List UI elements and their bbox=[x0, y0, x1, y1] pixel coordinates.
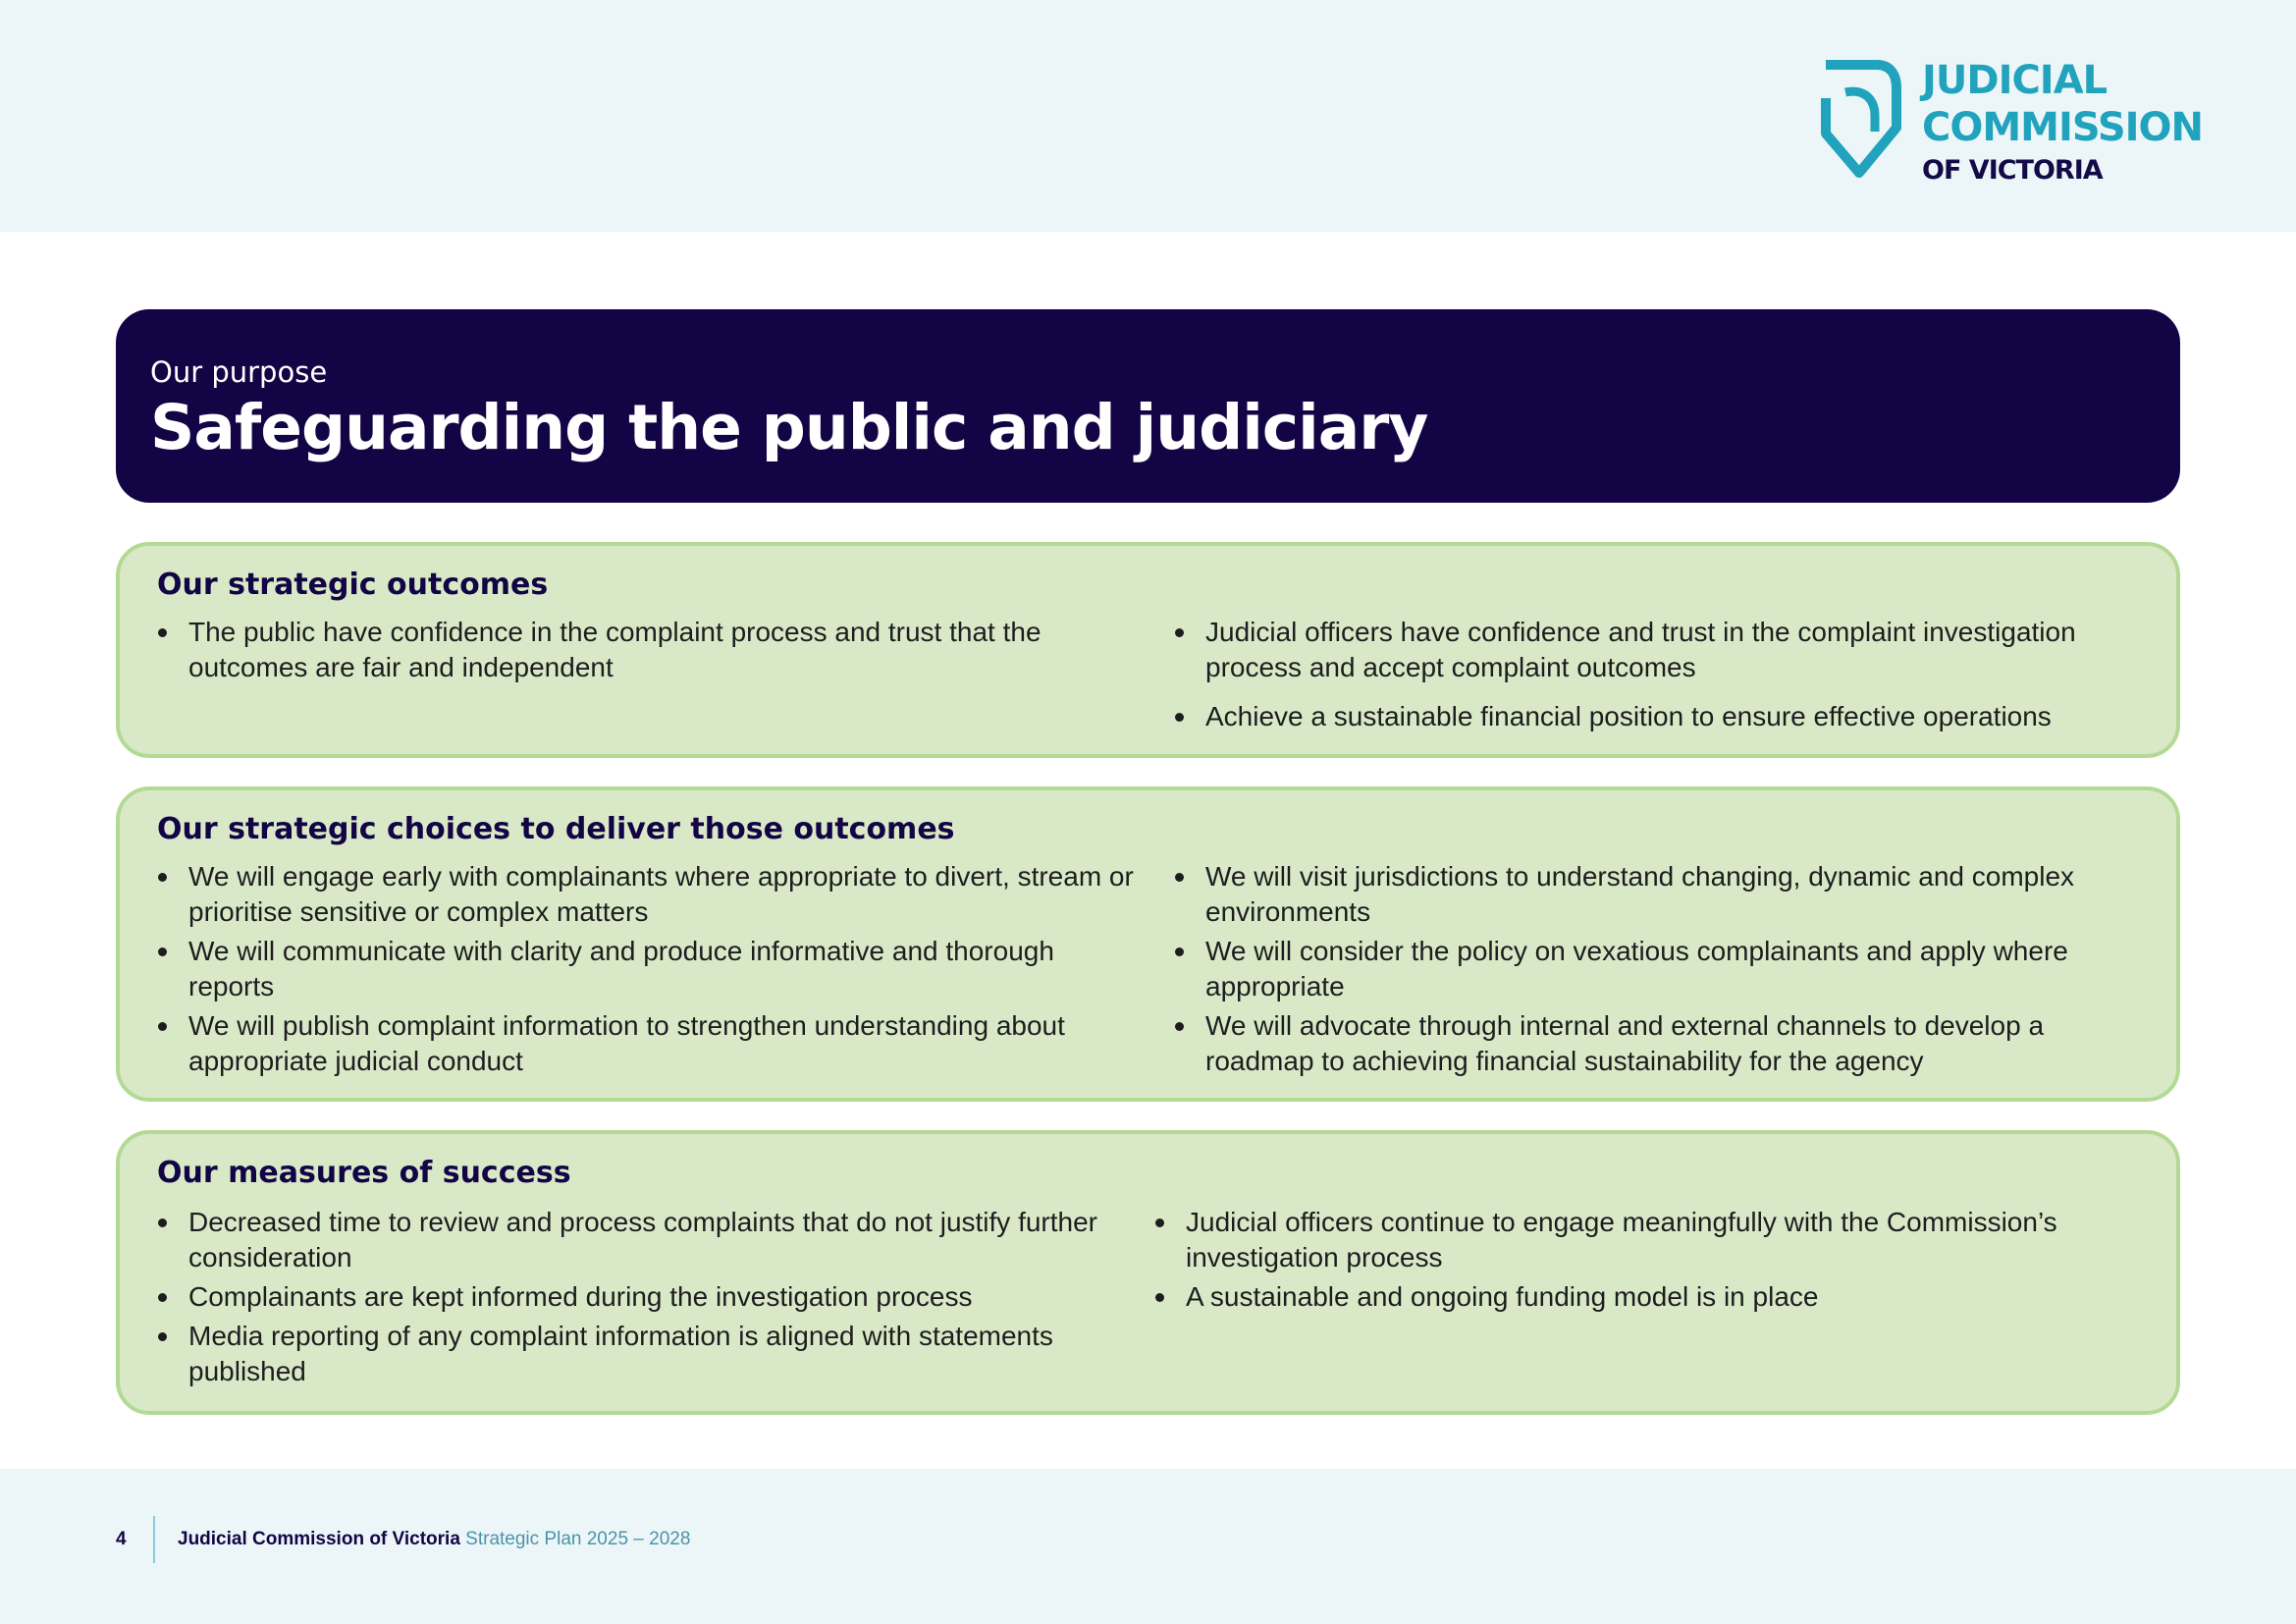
logo-line-2: COMMISSION bbox=[1922, 105, 2204, 150]
footer-organisation: Judicial Commission of Victoria bbox=[178, 1529, 460, 1549]
list-item: We will consider the policy on vexatious complainants and apply where appropriate bbox=[1172, 934, 2095, 1004]
list-item: We will communicate with clarity and produce informative and thorough reports bbox=[155, 934, 1147, 1004]
purpose-title: Safeguarding the public and judiciary bbox=[150, 392, 1428, 463]
outcomes-right-list bbox=[1172, 615, 2095, 734]
choices-left-list bbox=[155, 859, 1147, 1079]
organisation-logo bbox=[1820, 57, 2204, 186]
measures-right-list bbox=[1152, 1205, 2095, 1315]
list-item: The public have confidence in the complaint process and trust that the outcomes are fair and independent bbox=[155, 615, 1137, 685]
logo-wordmark bbox=[1922, 57, 2203, 190]
measures-of-success-card bbox=[116, 1130, 2180, 1415]
list-item: Judicial officers continue to engage meaningfully with the Commission’s investigation process bbox=[1152, 1205, 2095, 1275]
page-number: 4 bbox=[116, 1529, 127, 1549]
list-item: We will engage early with complainants where appropriate to divert, stream or prioritise sensitive or complex matters bbox=[155, 859, 1147, 930]
logo-line-1: JUDICIAL bbox=[1922, 58, 2108, 103]
page-footer bbox=[0, 1469, 2296, 1624]
measures-left-list bbox=[155, 1205, 1147, 1389]
list-item: We will advocate through internal and external channels to develop a roadmap to achieving financial sustainability for the agency bbox=[1172, 1008, 2095, 1079]
strategic-outcomes-card bbox=[116, 542, 2180, 758]
logo-line-3: OF VICTORIA bbox=[1922, 155, 2103, 186]
card-title: Our strategic outcomes bbox=[157, 568, 549, 602]
list-item: We will visit jurisdictions to understand changing, dynamic and complex environments bbox=[1172, 859, 2095, 930]
strategic-choices-card bbox=[116, 786, 2180, 1102]
list-item: Achieve a sustainable financial position to ensure effective operations bbox=[1172, 699, 2095, 734]
outcomes-left-list bbox=[155, 615, 1137, 685]
footer-document-title: Strategic Plan 2025 – 2028 bbox=[465, 1529, 691, 1549]
card-title: Our strategic choices to deliver those outcomes bbox=[157, 812, 955, 846]
purpose-label: Our purpose bbox=[150, 355, 328, 389]
list-item: Media reporting of any complaint information is aligned with statements published bbox=[155, 1319, 1147, 1389]
shield-logo-icon bbox=[1820, 59, 1902, 181]
purpose-banner bbox=[116, 309, 2180, 503]
list-item: We will publish complaint information to strengthen understanding about appropriate judicial conduct bbox=[155, 1008, 1147, 1079]
choices-right-list bbox=[1172, 859, 2095, 1079]
footer-caption bbox=[178, 1528, 690, 1551]
list-item: A sustainable and ongoing funding model is in place bbox=[1152, 1279, 2095, 1315]
footer-divider bbox=[153, 1516, 155, 1563]
header-band bbox=[0, 0, 2296, 232]
list-item: Complainants are kept informed during the investigation process bbox=[155, 1279, 1147, 1315]
list-item: Judicial officers have confidence and trust in the complaint investigation process and accept complaint outcomes bbox=[1172, 615, 2095, 685]
card-title: Our measures of success bbox=[157, 1156, 571, 1190]
list-item: Decreased time to review and process complaints that do not justify further consideration bbox=[155, 1205, 1147, 1275]
